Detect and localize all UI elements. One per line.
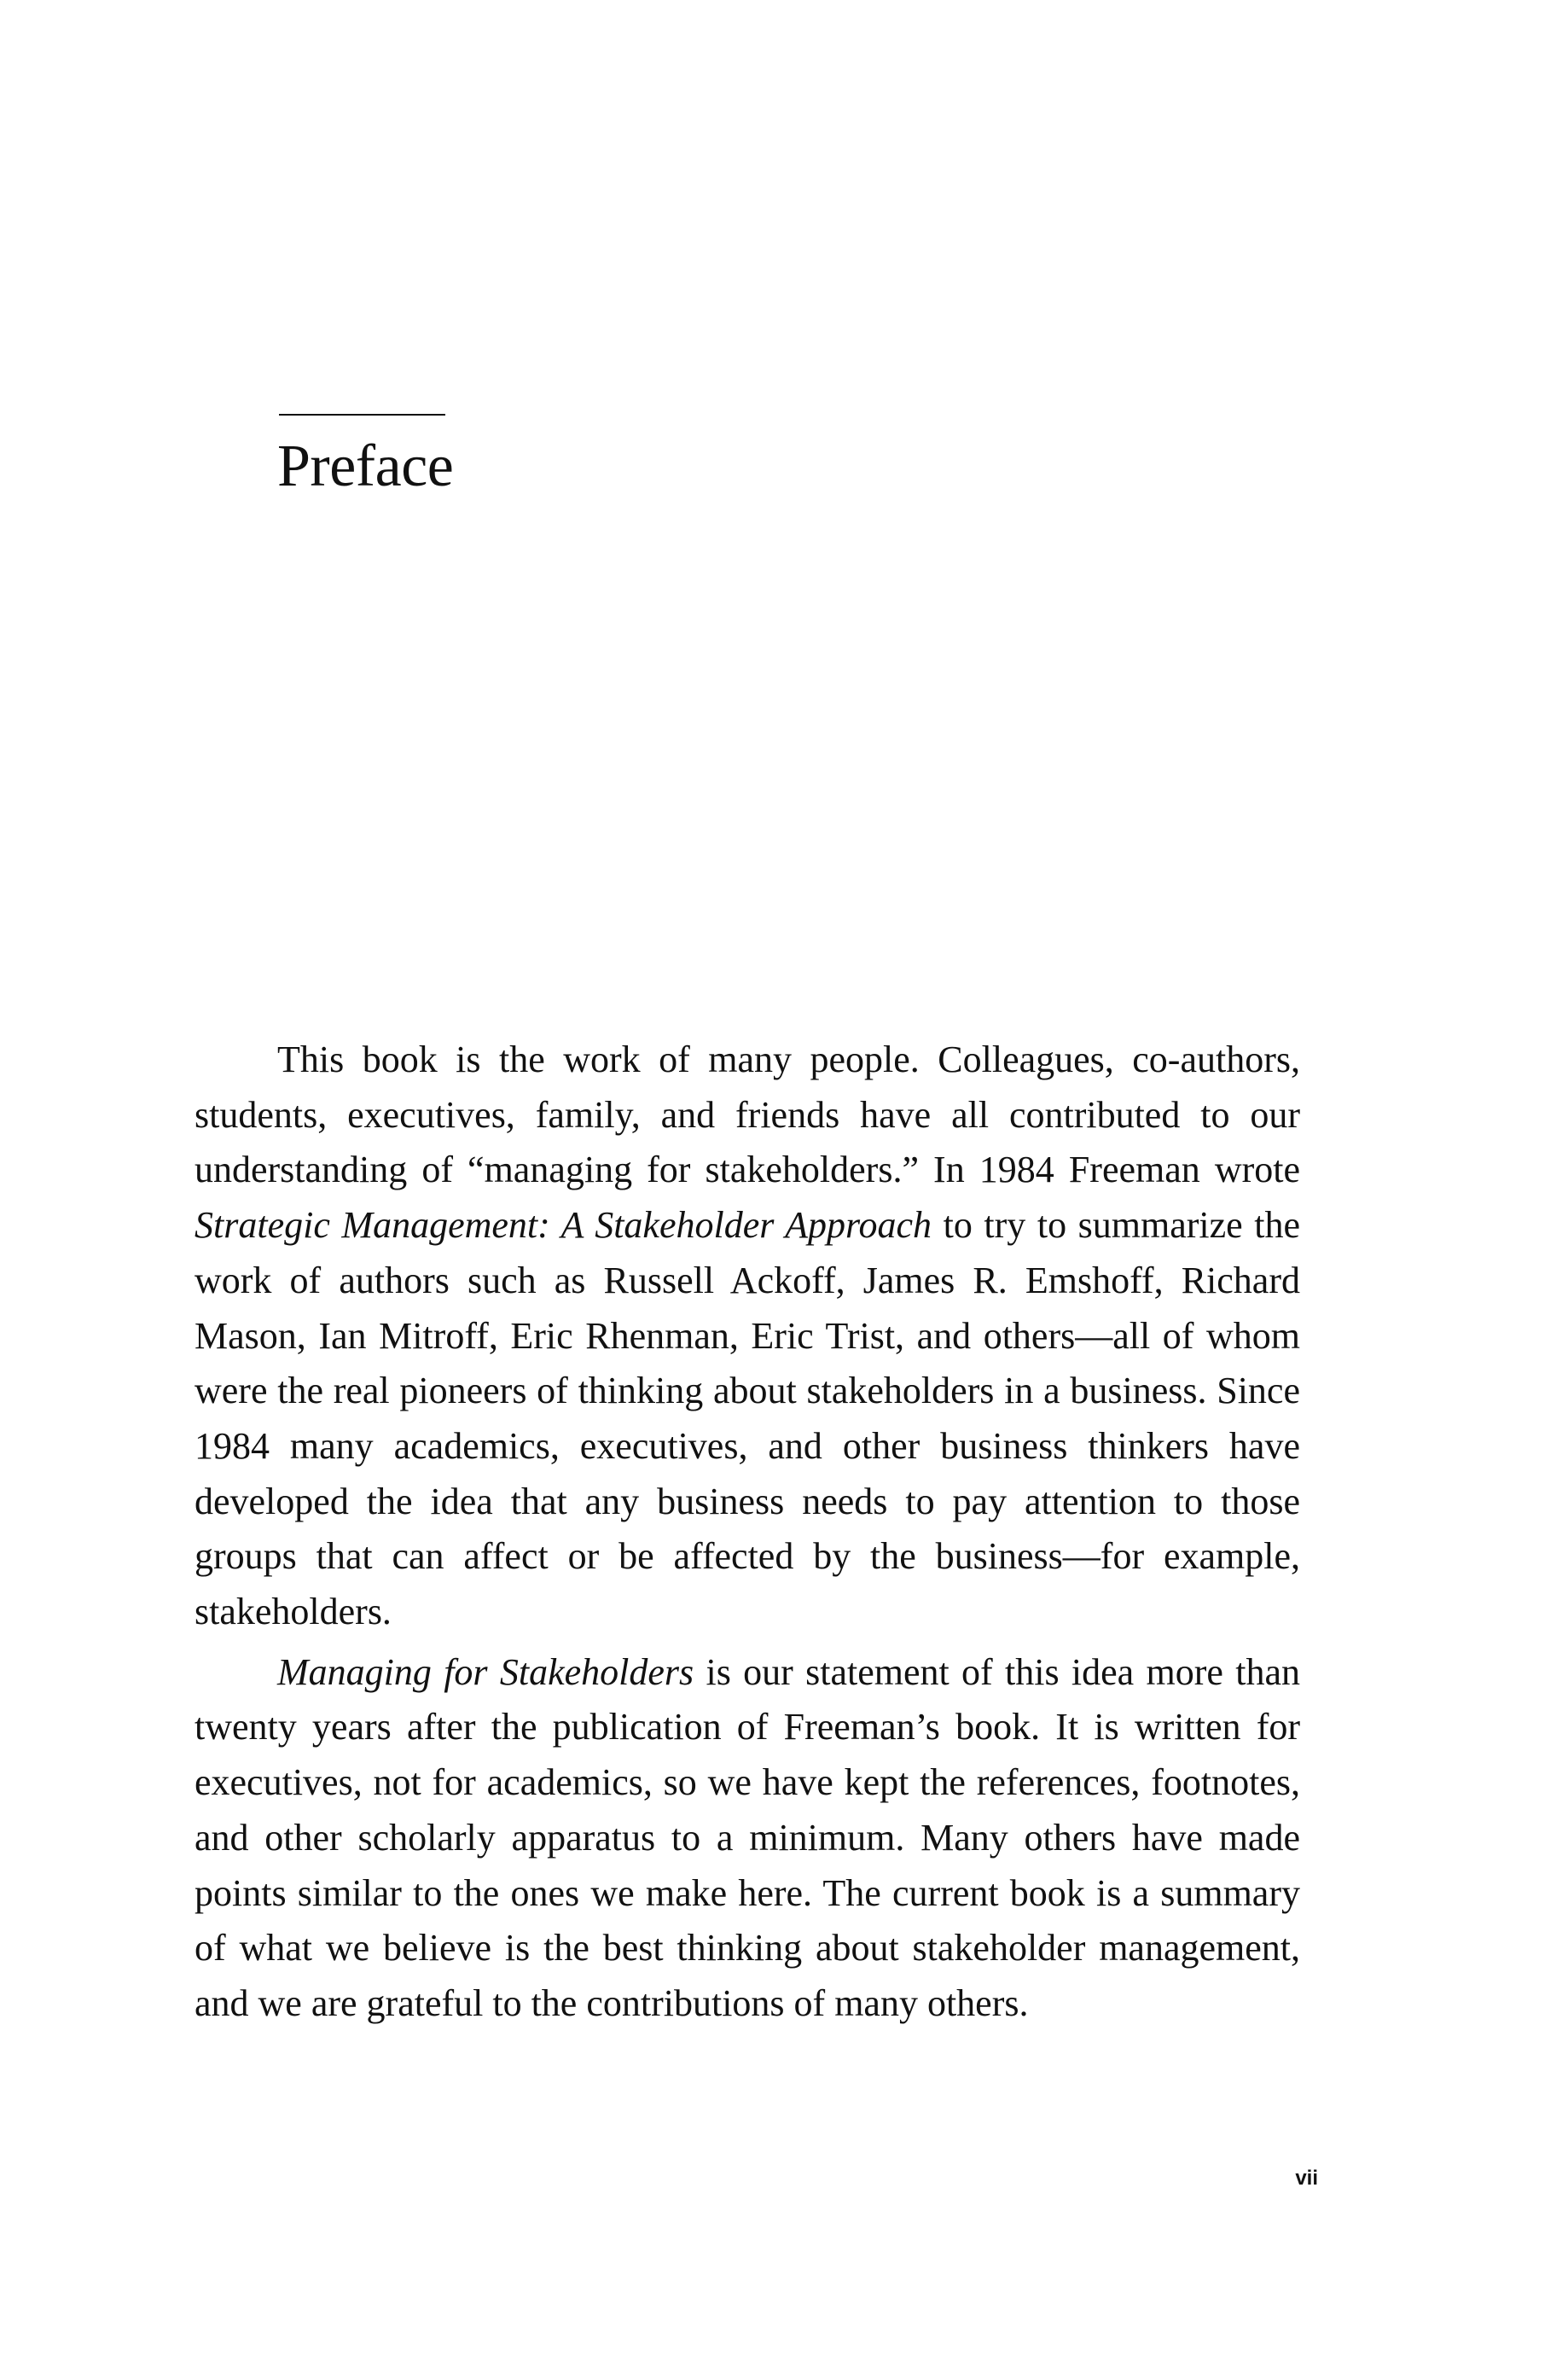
paragraph-2-book-title: Managing for Stakeholders [277,1650,694,1693]
paragraph-2 [195,1645,1300,2032]
chapter-title: Preface [277,433,454,499]
paragraph-1 [195,1033,1300,1640]
paragraph-1-text-2: to try to summarize the work of authors such as Russell Ackoff, James R. Emshoff, Richard Mason, Ian Mitroff, Eric Rhenman, Eric Trist, and others—all of whom were the real pioneers of thinking about stakeholders in a business. Since 1984 many academics, executives, and other business thinkers have developed the idea that any business needs to pay attention to those groups that can affect or be affected by the business—for example, stakeholders. [195,1204,1300,1633]
paragraph-2-text-1: is our statement of this idea more than twenty years after the publication of Freeman’s book. It is written for executives, not for academics, so we have kept the references, footnotes, and other scholarly apparatus to a minimum. Many others have made points similar to the ones we make here. The current book is a summary of what we believe is the best thinking about stakeholder management, and we are grateful to the contributions of many others. [195,1650,1300,2024]
paragraph-1-text-1: This book is the work of many people. Colleagues, co-authors, students, executives, family, and friends have all contributed to our understanding of “managing for stakeholders.” In 1984 Freeman wrote [195,1039,1300,1191]
title-rule [279,414,445,416]
body-text [195,1033,1300,2032]
paragraph-1-book-title: Strategic Management: A Stakeholder Approach [195,1204,932,1247]
page-number: vii [1295,2167,1318,2190]
